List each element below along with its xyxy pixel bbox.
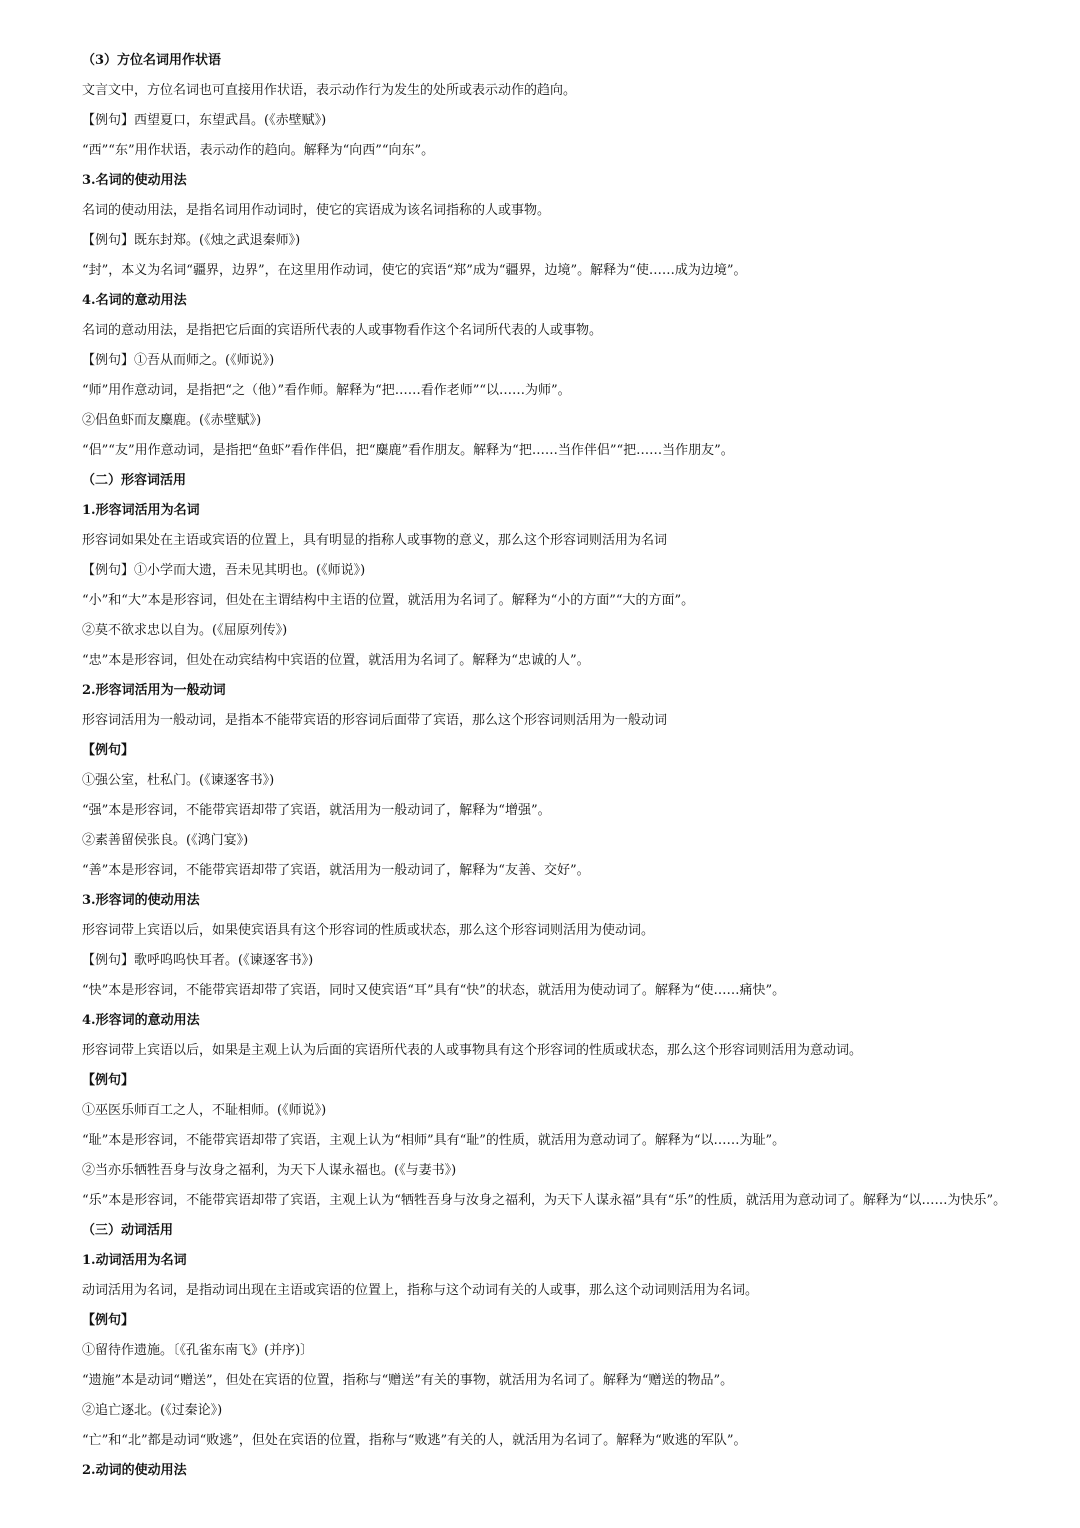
example-sentence: ①留待作遗施。〔《孔雀东南飞》(并序)〕	[82, 1343, 314, 1358]
paragraph: 形容词带上宾语以后，如果是主观上认为后面的宾语所代表的人或事物具有这个形容词的性质或状态，那么这个形容词则活用为意动词。	[82, 1043, 863, 1058]
paragraph: “小”和“大”本是形容词，但处在主谓结构中主语的位置，就活用为名词了。解释为“小的方面”“大的方面”。	[82, 593, 695, 608]
paragraph: “快”本是形容词，不能带宾语却带了宾语，同时又使宾语“耳”具有“快”的状态，就活用为使动词了。解释为“使……痛快”。	[82, 983, 786, 998]
example-sentence: ②侣鱼虾而友麋鹿。(《赤壁赋》)	[82, 413, 262, 428]
example-label: 【例句】	[82, 1313, 135, 1328]
section-heading: 4.形容词的意动用法	[82, 1013, 200, 1028]
example-sentence: ②追亡逐北。(《过秦论》)	[82, 1403, 223, 1418]
chapter-heading: （二）形容词活用	[82, 473, 187, 488]
section-heading: 2.动词的使动用法	[82, 1463, 187, 1478]
example-sentence: 【例句】歌呼呜呜快耳者。(《谏逐客书》)	[82, 953, 314, 968]
example-label: 【例句】	[82, 1073, 135, 1088]
paragraph: “善”本是形容词，不能带宾语却带了宾语，就活用为一般动词了，解释为“友善、交好”。	[82, 863, 590, 878]
chapter-heading: （三）动词活用	[82, 1223, 174, 1238]
paragraph: “强”本是形容词，不能带宾语却带了宾语，就活用为一般动词了，解释为“增强”。	[82, 803, 551, 818]
paragraph: 文言文中，方位名词也可直接用作状语，表示动作行为发生的处所或表示动作的趋向。	[82, 83, 577, 98]
paragraph: 名词的使动用法，是指名词用作动词时，使它的宾语成为该名词指称的人或事物。	[82, 203, 551, 218]
paragraph: 形容词活用为一般动词，是指本不能带宾语的形容词后面带了宾语，那么这个形容词则活用为一般动词	[82, 713, 668, 728]
section-heading: 1.动词活用为名词	[82, 1253, 187, 1268]
paragraph: “亡”和“北”都是动词“败逃”，但处在宾语的位置，指称与“败逃”有关的人，就活用为名词了。解释为“败逃的军队”。	[82, 1433, 747, 1448]
paragraph: “封”，本义为名词“疆界，边界”，在这里用作动词，使它的宾语“郑”成为“疆界，边境”。解释为“使……成为边境”。	[82, 263, 747, 278]
paragraph: 形容词带上宾语以后，如果使宾语具有这个形容词的性质或状态，那么这个形容词则活用为使动词。	[82, 923, 655, 938]
section-heading: 4.名词的意动用法	[82, 293, 187, 308]
paragraph: “乐”本是形容词，不能带宾语却带了宾语，主观上认为“牺牲吾身与汝身之福利，为天下人谋永福”具有“乐”的性质，就活用为意动词了。解释为“以……为快乐”。	[82, 1193, 1007, 1208]
paragraph: 动词活用为名词，是指动词出现在主语或宾语的位置上，指称与这个动词有关的人或事，那么这个动词则活用为名词。	[82, 1283, 759, 1298]
paragraph: 形容词如果处在主语或宾语的位置上，具有明显的指称人或事物的意义，那么这个形容词则活用为名词	[82, 533, 668, 548]
example-sentence: ②素善留侯张良。(《鸿门宴》)	[82, 833, 249, 848]
section-heading: 1.形容词活用为名词	[82, 503, 200, 518]
example-label: 【例句】	[82, 743, 135, 758]
example-sentence: 【例句】既东封郑。(《烛之武退秦师》)	[82, 233, 301, 248]
example-sentence: 【例句】①小学而大遗，吾未见其明也。(《师说》)	[82, 563, 366, 578]
example-sentence: ②当亦乐牺牲吾身与汝身之福利，为天下人谋永福也。(《与妻书》)	[82, 1163, 457, 1178]
paragraph: “师”用作意动词，是指把“之（他）”看作师。解释为“把……看作老师”“以……为师”。	[82, 383, 571, 398]
example-sentence: 【例句】西望夏口，东望武昌。(《赤壁赋》)	[82, 113, 327, 128]
section-heading: 2.形容词活用为一般动词	[82, 683, 226, 698]
paragraph: “侣”“友”用作意动词，是指把“鱼虾”看作伴侣，把“麋鹿”看作朋友。解释为“把……当作伴侣”“把……当作朋友”。	[82, 443, 734, 458]
paragraph: “耻”本是形容词，不能带宾语却带了宾语，主观上认为“相师”具有“耻”的性质，就活用为意动词了。解释为“以……为耻”。	[82, 1133, 786, 1148]
example-sentence: ①巫医乐师百工之人，不耻相师。(《师说》)	[82, 1103, 327, 1118]
paragraph: “西”“东”用作状语，表示动作的趋向。解释为“向西”“向东”。	[82, 143, 435, 158]
section-heading: 3.名词的使动用法	[82, 173, 187, 188]
paragraph: “遗施”本是动词“赠送”，但处在宾语的位置，指称与“赠送”有关的事物，就活用为名词了。解释为“赠送的物品”。	[82, 1373, 734, 1388]
paragraph: “忠”本是形容词，但处在动宾结构中宾语的位置，就活用为名词了。解释为“忠诚的人”。	[82, 653, 590, 668]
example-sentence: ①强公室，杜私门。(《谏逐客书》)	[82, 773, 275, 788]
section-heading: 3.形容词的使动用法	[82, 893, 200, 908]
paragraph: 名词的意动用法，是指把它后面的宾语所代表的人或事物看作这个名词所代表的人或事物。	[82, 323, 603, 338]
subsection-heading: （3）方位名词用作状语	[82, 53, 222, 68]
example-sentence: ②莫不欲求忠以自为。(《屈原列传》)	[82, 623, 288, 638]
example-sentence: 【例句】①吾从而师之。(《师说》)	[82, 353, 275, 368]
